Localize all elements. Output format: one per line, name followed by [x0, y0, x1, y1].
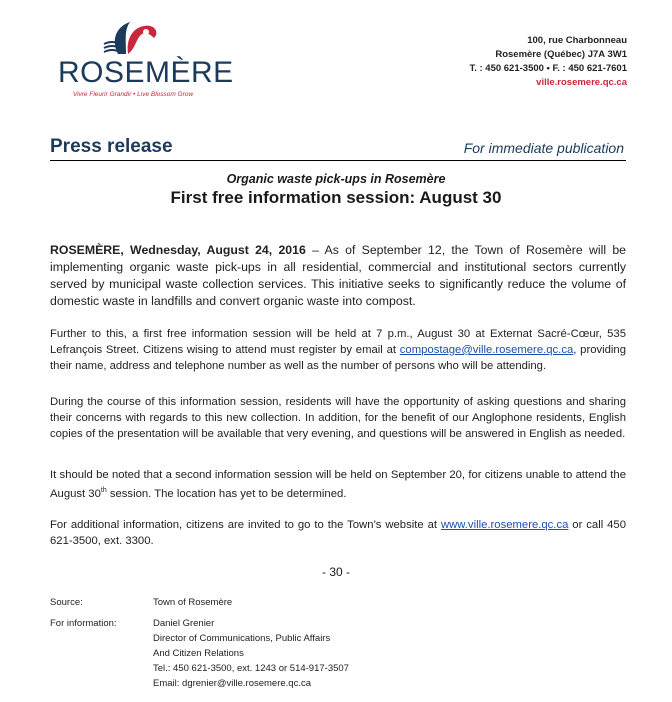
logo-tagline: Vivre Fleurir Grandir • Live Blossom Grow [72, 91, 194, 98]
intro-text: – As of September 12, the Town of Rosemère will be implementing organic waste pick-ups in all residential, commercial and institutional sectors currently served by municipal waste collection services. This initiative seeks to significantly reduce the volume of domestic waste in landfills and convert organic waste into compost. [50, 243, 627, 308]
flower-emblem-icon [96, 18, 166, 58]
info-lines [153, 616, 349, 691]
paragraph-details: During the course of this information session, residents will have the opportunity of asking questions and sharing their concerns with regards to this new collection. In addition, for the benefit of our Anglophone residents, English copies of the presentation will be available that very evening, and questions will be answered in English as needed. [50, 396, 626, 440]
press-release-header [50, 136, 626, 161]
letterhead-address [469, 34, 627, 90]
headline-subtitle: Organic waste pick-ups in Rosemère [226, 172, 446, 186]
session-text: Further to this, a first free information session will be held at 7 p.m., August 30 at Externat Sacré-Cœur, 535 Lefrançois Street. Citizens wising to attend must register by email at [50, 328, 626, 356]
paragraph-session [50, 326, 626, 374]
address-street: 100, rue Charbonneau [527, 35, 627, 46]
contact-name: Daniel Grenier [153, 618, 215, 629]
more-info-text-end: or call 450 621-3500, ext. 3300. [50, 519, 627, 547]
contact-email[interactable]: Email: dgrenier@ville.rosemere.qc.ca [153, 678, 312, 689]
source-label: Source: [50, 597, 83, 608]
paragraph-second-session [50, 467, 626, 502]
address-phone-fax: T. : 450 621-3500 • F. : 450 621-7601 [469, 63, 627, 74]
more-info-text: For additional information, citizens are invited to go to the Town’s website at [50, 519, 441, 531]
logo-wordmark: ROSEMÈRE [58, 56, 234, 89]
headline-title: First free information session: August 30 [170, 188, 502, 207]
end-mark: - 30 - [321, 565, 350, 579]
address-website[interactable]: ville.rosemere.qc.ca [536, 77, 627, 88]
session-text-end: , providing their name, address and telephone number as well as the number of persons who will be attending. [50, 344, 627, 372]
press-release-label: Press release [50, 136, 173, 157]
paragraph-intro [50, 242, 626, 310]
address-city: Rosemère (Québec) J7A 3W1 [495, 49, 627, 60]
publication-status: For immediate publication [463, 140, 624, 156]
second-session-text: It should be noted that a second information session will be held on September 20, for citizens unable to attend the August 30 [50, 469, 626, 500]
website-link[interactable]: www.ville.rosemere.qc.ca [440, 519, 569, 531]
second-session-text-end: session. The location has yet to be determined. [106, 487, 347, 500]
paragraph-more-info [50, 517, 626, 549]
ordinal-suffix: th [100, 487, 107, 494]
contact-title-cont: And Citizen Relations [153, 648, 244, 659]
registration-email-link[interactable]: compostage@ville.rosemere.qc.ca [399, 344, 574, 356]
rosemere-logo [58, 18, 234, 98]
contact-block [50, 595, 349, 691]
dateline: ROSEMÈRE, Wednesday, August 24, 2016 [50, 243, 306, 257]
info-label: For information: [50, 618, 117, 629]
contact-phone: Tel.: 450 621-3500, ext. 1243 or 514-917-3507 [153, 663, 349, 674]
source-value: Town of Rosemère [153, 597, 233, 608]
contact-title: Director of Communications, Public Affairs [153, 633, 331, 644]
info-row [50, 616, 349, 691]
source-row [50, 595, 349, 610]
